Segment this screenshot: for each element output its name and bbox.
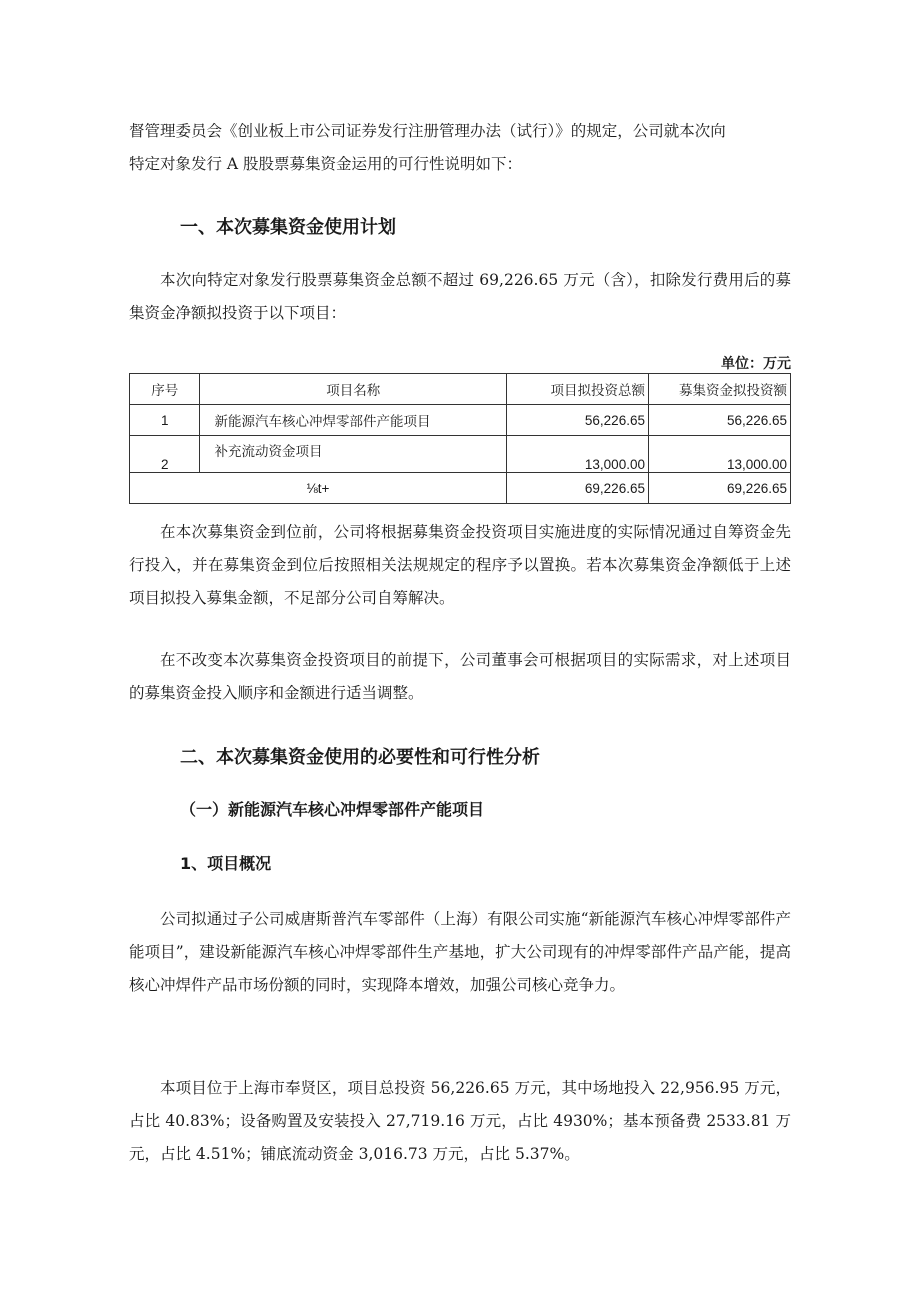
- section1-paragraph-3: 在不改变本次募集资金投资项目的前提下，公司董事会可根据项目的实际需求，对上述项目的募集资金投入顺序和金额进行适当调整。: [129, 651, 791, 702]
- unit-label: 单位：万元: [721, 356, 791, 372]
- investment-paragraph: 本项目位于上海市奉贤区，项目总投资 56,226.65 万元，其中场地投入 22,956.95 万元，占比 40.83%；设备购置及安装投入 27,719.16 万元，占比 4930%；基本预备费 2533.81 万元，占比 4.51%；铺底流动资金 3,016.73 万元，占比 5.37%。: [129, 1079, 791, 1163]
- row-name: 新能源汽车核心冲焊零部件产能项目: [200, 405, 506, 436]
- header-raise: 募集资金拟投资额: [648, 374, 790, 405]
- intro-line-1: 督管理委员会《创业板上市公司证券发行注册管理办法（试行）》的规定，公司就本次向: [129, 122, 726, 140]
- subsection-heading: （一）新能源汽车核心冲焊零部件产能项目: [180, 800, 485, 819]
- row-no: 1: [130, 405, 200, 436]
- overview-paragraph: 公司拟通过子公司威唐斯普汽车零部件（上海）有限公司实施“新能源汽车核心冲焊零部件产能项目”，建设新能源汽车核心冲焊零部件生产基地，扩大公司现有的冲焊零部件产品产能，提高核心冲焊件产品市场份额的同时，实现降本增效，加强公司核心竞争力。: [129, 910, 791, 994]
- row-total: 56,226.65: [506, 405, 648, 436]
- row-name: 补充流动资金项目: [200, 436, 506, 473]
- table-row: [130, 405, 791, 436]
- table-row: [130, 436, 791, 473]
- fund-table: [129, 373, 791, 504]
- row-raise: 56,226.65: [648, 405, 790, 436]
- section1-paragraph-2: 在本次募集资金到位前，公司将根据募集资金投资项目实施进度的实际情况通过自筹资金先行投入，并在募集资金到位后按照相关法规规定的程序予以置换。若本次募集资金净额低于上述项目拟投入募集金额，不足部分公司自筹解决。: [129, 523, 791, 607]
- row-no: 2: [130, 436, 200, 473]
- section1-heading: 一、本次募集资金使用计划: [180, 217, 396, 238]
- header-total: 项目拟投资总额: [506, 374, 648, 405]
- section2-heading: 二、本次募集资金使用的必要性和可行性分析: [180, 747, 540, 768]
- total-raise: 69,226.65: [648, 473, 790, 504]
- subsubsection-heading: 1、项目概况: [180, 854, 272, 873]
- section1-paragraph: 本次向特定对象发行股票募集资金总额不超过 69,226.65 万元（含），扣除发行费用后的募集资金净额拟投资于以下项目：: [129, 271, 791, 322]
- table-total-row: [130, 473, 791, 504]
- total-label: ⅛t+: [130, 473, 507, 504]
- total-total: 69,226.65: [506, 473, 648, 504]
- table-header-row: [130, 374, 791, 405]
- intro-line-2: 特定对象发行 A 股股票募集资金运用的可行性说明如下：: [129, 155, 523, 173]
- header-name: 项目名称: [200, 374, 506, 405]
- header-no: 序号: [130, 374, 200, 405]
- row-total: 13,000.00: [506, 436, 648, 473]
- row-raise: 13,000.00: [648, 436, 790, 473]
